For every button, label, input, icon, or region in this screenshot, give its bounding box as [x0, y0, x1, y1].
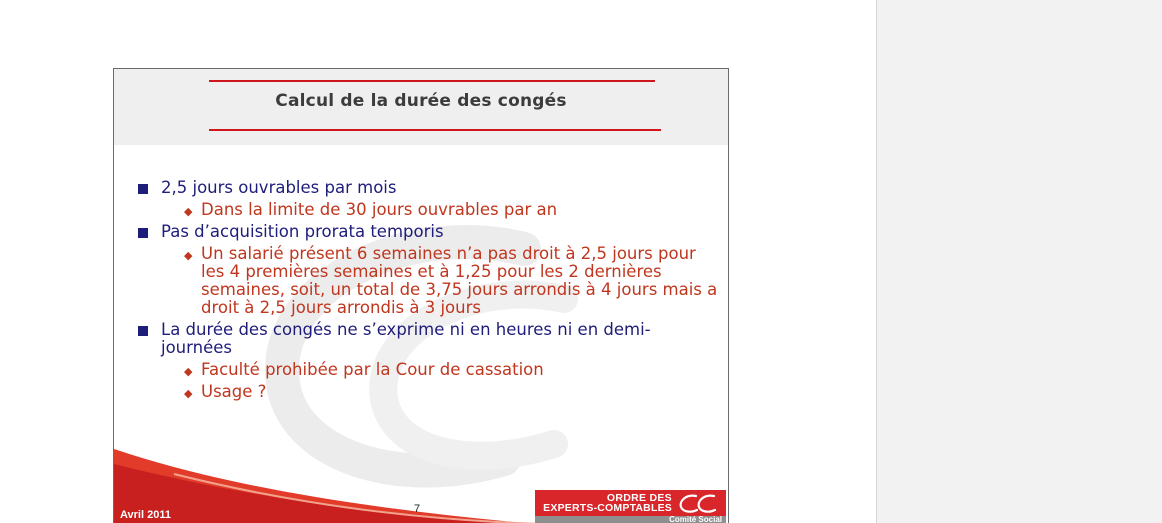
sub-bullet-text: Un salarié présent 6 semaines n’a pas droit à 2,5 jours pour les 4 premières semaines et à 1,25 pour les 2 dernières semaines, soit, un total de 3,75 jours arrondis à 4 jours mais a droit à 2,5 jours arrondis à 3 jours: [201, 244, 718, 317]
bullet-text: 2,5 jours ouvrables par mois: [161, 178, 397, 197]
footer-date: Avril 2011: [120, 509, 171, 521]
bullet-level1: [136, 321, 716, 357]
square-bullet-icon: [138, 184, 148, 194]
bullet-level2: [136, 201, 721, 219]
right-side-panel: [876, 0, 1162, 523]
sub-bullet-text: Dans la limite de 30 jours ouvrables par an: [201, 200, 558, 219]
sub-bullet-text: Faculté prohibée par la Cour de cassation: [201, 360, 544, 379]
bullet-list: [136, 179, 716, 405]
logo-line-3: Comité Social: [669, 515, 722, 523]
square-bullet-icon: [138, 228, 148, 238]
bullet-level2: [136, 245, 721, 317]
diamond-bullet-icon: ◆: [184, 365, 193, 378]
bullet-level1: [136, 179, 716, 197]
sub-bullet-text: Usage ?: [201, 382, 267, 401]
bullet-level2: [136, 361, 721, 379]
diamond-bullet-icon: ◆: [184, 205, 193, 218]
logo-gray-band: [535, 516, 726, 523]
page-number: 7: [414, 503, 421, 515]
bullet-text: La durée des congés ne s’exprime ni en heures ni en demi-journées: [161, 320, 651, 357]
bullet-text: Pas d’acquisition prorata temporis: [161, 222, 444, 241]
logo-line-1: ORDRE DES: [606, 492, 672, 504]
oec-cc-logo-icon: [676, 492, 720, 514]
diamond-bullet-icon: ◆: [184, 249, 193, 262]
square-bullet-icon: [138, 326, 148, 336]
slide: [113, 68, 729, 523]
logo-line-2: EXPERTS-COMPTABLES: [543, 502, 672, 514]
oec-logo: [535, 490, 726, 523]
diamond-bullet-icon: ◆: [184, 387, 193, 400]
bullet-level1: [136, 223, 716, 241]
slide-title: Calcul de la durée des congés: [275, 91, 567, 111]
bullet-level2: [136, 383, 721, 401]
logo-red-band: [535, 490, 726, 516]
